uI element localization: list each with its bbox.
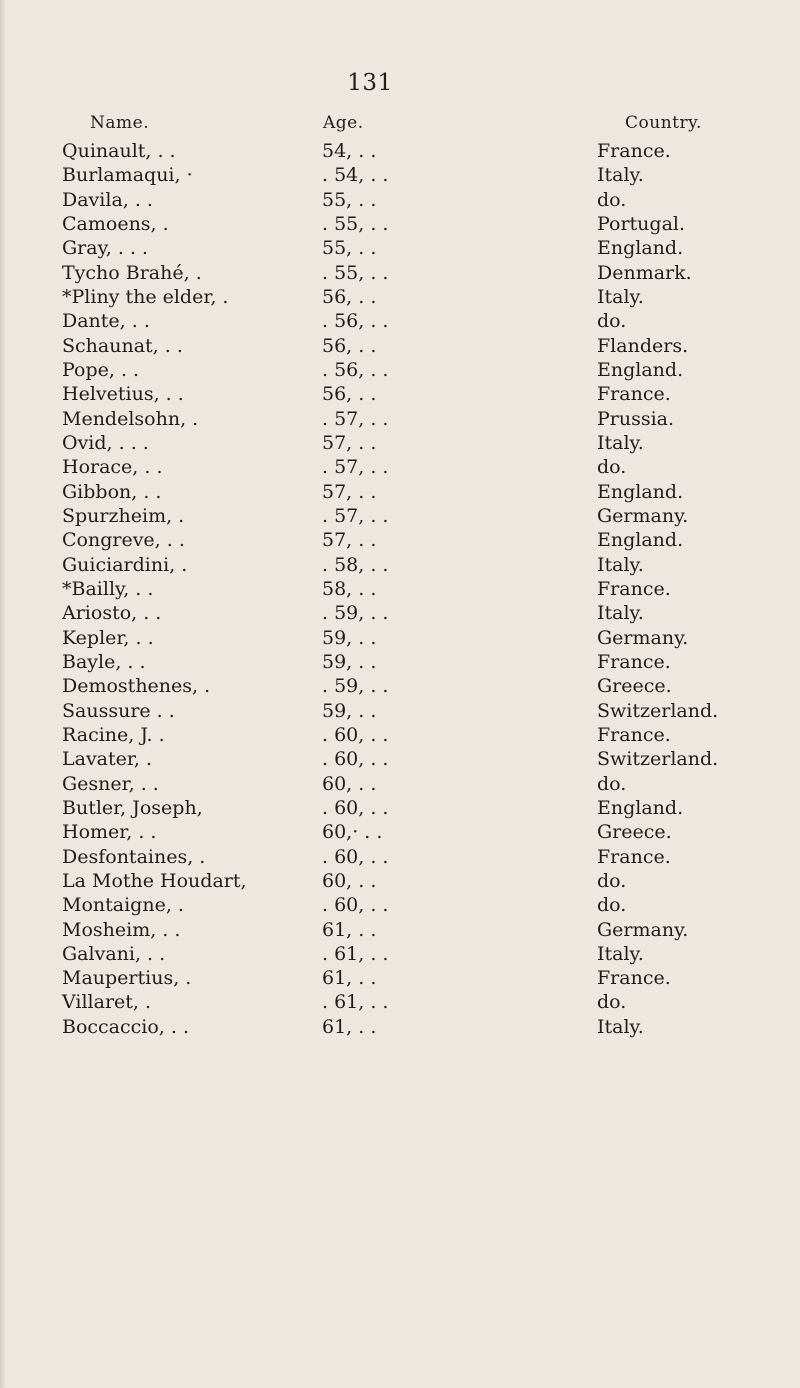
age-cell: . 57, . . bbox=[322, 456, 389, 479]
age-cell: 55, . . bbox=[322, 188, 377, 211]
age-cell: . 54, . . bbox=[322, 164, 389, 187]
table-row bbox=[0, 382, 800, 406]
page-number: 131 bbox=[347, 70, 393, 96]
name-cell: Racine, J. . bbox=[62, 723, 165, 746]
table-row bbox=[0, 236, 800, 260]
name-cell: *Bailly, . . bbox=[62, 577, 154, 600]
name-cell: Gray, . . . bbox=[62, 237, 149, 260]
table-row bbox=[0, 188, 800, 212]
age-cell: 57, . . bbox=[322, 529, 377, 552]
names-table bbox=[0, 139, 800, 1039]
table-row bbox=[0, 163, 800, 187]
country-cell: England. bbox=[597, 358, 684, 381]
table-row bbox=[0, 966, 800, 990]
age-cell: . 61, . . bbox=[322, 991, 389, 1014]
age-cell: 57, . . bbox=[322, 480, 377, 503]
table-row bbox=[0, 990, 800, 1014]
age-cell: 59, . . bbox=[322, 699, 377, 722]
name-cell: *Pliny the elder, . bbox=[62, 285, 229, 308]
age-cell: 59, . . bbox=[322, 626, 377, 649]
name-cell: Dante, . . bbox=[62, 310, 150, 333]
table-row bbox=[0, 139, 800, 163]
country-cell: Germany. bbox=[597, 918, 689, 941]
table-row bbox=[0, 942, 800, 966]
table-row bbox=[0, 796, 800, 820]
name-cell: Montaigne, . bbox=[62, 894, 184, 917]
country-cell: Italy. bbox=[597, 602, 644, 625]
age-cell: . 57, . . bbox=[322, 504, 389, 527]
country-cell: do. bbox=[597, 869, 627, 892]
country-column-header: Country. bbox=[625, 113, 702, 133]
country-cell: Flanders. bbox=[597, 334, 689, 357]
country-cell: England. bbox=[597, 480, 684, 503]
age-cell: . 60, . . bbox=[322, 894, 389, 917]
age-cell: . 59, . . bbox=[322, 675, 389, 698]
name-cell: Villaret, . bbox=[62, 991, 152, 1014]
country-cell: Greece. bbox=[597, 675, 672, 698]
table-row bbox=[0, 820, 800, 844]
table-row bbox=[0, 601, 800, 625]
table-row bbox=[0, 431, 800, 455]
name-cell: Lavater, . bbox=[62, 748, 152, 771]
table-row bbox=[0, 650, 800, 674]
country-cell: do. bbox=[597, 772, 627, 795]
table-row bbox=[0, 772, 800, 796]
table-row bbox=[0, 528, 800, 552]
table-row bbox=[0, 334, 800, 358]
table-row bbox=[0, 699, 800, 723]
name-cell: Desfontaines, . bbox=[62, 845, 206, 868]
name-cell: Burlamaqui, · bbox=[62, 164, 193, 187]
name-cell: Pope, . . bbox=[62, 358, 140, 381]
name-cell: Horace, . . bbox=[62, 456, 163, 479]
country-cell: Greece. bbox=[597, 821, 672, 844]
name-cell: Davila, . . bbox=[62, 188, 153, 211]
table-row bbox=[0, 504, 800, 528]
age-cell: 56, . . bbox=[322, 383, 377, 406]
country-cell: France. bbox=[597, 650, 671, 673]
table-row bbox=[0, 553, 800, 577]
age-cell: 54, . . bbox=[322, 140, 377, 162]
name-cell: Gibbon, . . bbox=[62, 480, 162, 503]
country-cell: France. bbox=[597, 723, 671, 746]
name-cell: Kepler, . . bbox=[62, 626, 154, 649]
table-row bbox=[0, 261, 800, 285]
country-cell: France. bbox=[597, 845, 671, 868]
age-cell: 61, . . bbox=[322, 967, 377, 990]
table-row bbox=[0, 285, 800, 309]
age-cell: 55, . . bbox=[322, 237, 377, 260]
age-cell: 56, . . bbox=[322, 334, 377, 357]
name-cell: Mosheim, . . bbox=[62, 918, 181, 941]
age-column-header: Age. bbox=[323, 113, 364, 133]
country-cell: Italy. bbox=[597, 942, 644, 965]
age-cell: . 60, . . bbox=[322, 748, 389, 771]
name-cell: Demosthenes, . bbox=[62, 675, 211, 698]
country-cell: Portugal. bbox=[597, 212, 686, 235]
country-cell: England. bbox=[597, 796, 684, 819]
age-cell: . 56, . . bbox=[322, 358, 389, 381]
name-cell: Tycho Brahé, . bbox=[62, 261, 202, 284]
table-row bbox=[0, 674, 800, 698]
name-cell: Galvani, . . bbox=[62, 942, 166, 965]
age-cell: 57, . . bbox=[322, 431, 377, 454]
table-row bbox=[0, 480, 800, 504]
name-cell: Homer, . . bbox=[62, 821, 157, 844]
table-row bbox=[0, 455, 800, 479]
country-cell: Prussia. bbox=[597, 407, 675, 430]
name-cell: Maupertius, . bbox=[62, 967, 192, 990]
country-cell: Switzerland. bbox=[597, 748, 719, 771]
table-header bbox=[0, 113, 800, 137]
country-cell: France. bbox=[597, 140, 671, 162]
country-cell: Switzerland. bbox=[597, 699, 719, 722]
country-cell: Italy. bbox=[597, 285, 644, 308]
name-cell: Congreve, . . bbox=[62, 529, 185, 552]
name-cell: Mendelsohn, . bbox=[62, 407, 199, 430]
country-cell: do. bbox=[597, 188, 627, 211]
country-cell: do. bbox=[597, 310, 627, 333]
age-cell: . 60, . . bbox=[322, 845, 389, 868]
name-cell: Helvetius, . . bbox=[62, 383, 184, 406]
country-cell: Italy. bbox=[597, 431, 644, 454]
table-row bbox=[0, 747, 800, 771]
name-cell: Camoens, . bbox=[62, 212, 169, 235]
name-cell: Boccaccio, . . bbox=[62, 1015, 190, 1038]
name-cell: Ariosto, . . bbox=[62, 602, 162, 625]
name-cell: Quinault, . . bbox=[62, 140, 176, 162]
table-row bbox=[0, 1015, 800, 1039]
table-row bbox=[0, 893, 800, 917]
age-cell: . 57, . . bbox=[322, 407, 389, 430]
name-cell: Saussure . . bbox=[62, 699, 175, 722]
age-cell: 58, . . bbox=[322, 577, 377, 600]
table-row bbox=[0, 918, 800, 942]
name-cell: Gesner, . . bbox=[62, 772, 159, 795]
country-cell: Germany. bbox=[597, 504, 689, 527]
table-row bbox=[0, 626, 800, 650]
country-cell: do. bbox=[597, 991, 627, 1014]
age-cell: 60,· . . bbox=[322, 821, 383, 844]
table-row bbox=[0, 358, 800, 382]
table-row bbox=[0, 845, 800, 869]
country-cell: do. bbox=[597, 894, 627, 917]
country-cell: France. bbox=[597, 967, 671, 990]
age-cell: . 61, . . bbox=[322, 942, 389, 965]
age-cell: 60, . . bbox=[322, 869, 377, 892]
age-cell: . 60, . . bbox=[322, 796, 389, 819]
age-cell: . 59, . . bbox=[322, 602, 389, 625]
age-cell: . 58, . . bbox=[322, 553, 389, 576]
name-cell: Butler, Joseph, bbox=[62, 796, 203, 819]
name-cell: Guiciardini, . bbox=[62, 553, 188, 576]
name-column-header: Name. bbox=[90, 113, 150, 133]
country-cell: Italy. bbox=[597, 1015, 644, 1038]
country-cell: England. bbox=[597, 529, 684, 552]
age-cell: 59, . . bbox=[322, 650, 377, 673]
age-cell: . 55, . . bbox=[322, 212, 389, 235]
table-row bbox=[0, 869, 800, 893]
country-cell: France. bbox=[597, 383, 671, 406]
table-row bbox=[0, 309, 800, 333]
table-row bbox=[0, 212, 800, 236]
age-cell: 56, . . bbox=[322, 285, 377, 308]
age-cell: . 60, . . bbox=[322, 723, 389, 746]
table-row bbox=[0, 723, 800, 747]
name-cell: Schaunat, . . bbox=[62, 334, 183, 357]
age-cell: . 55, . . bbox=[322, 261, 389, 284]
age-cell: 60, . . bbox=[322, 772, 377, 795]
name-cell: Bayle, . . bbox=[62, 650, 146, 673]
name-cell: Ovid, . . . bbox=[62, 431, 149, 454]
table-row bbox=[0, 577, 800, 601]
country-cell: do. bbox=[597, 456, 627, 479]
country-cell: England. bbox=[597, 237, 684, 260]
country-cell: Germany. bbox=[597, 626, 689, 649]
table-row bbox=[0, 407, 800, 431]
name-cell: La Mothe Houdart, bbox=[62, 869, 247, 892]
country-cell: Italy. bbox=[597, 164, 644, 187]
name-cell: Spurzheim, . bbox=[62, 504, 185, 527]
country-cell: France. bbox=[597, 577, 671, 600]
age-cell: 61, . . bbox=[322, 1015, 377, 1038]
age-cell: . 56, . . bbox=[322, 310, 389, 333]
country-cell: Denmark. bbox=[597, 261, 692, 284]
country-cell: Italy. bbox=[597, 553, 644, 576]
age-cell: 61, . . bbox=[322, 918, 377, 941]
